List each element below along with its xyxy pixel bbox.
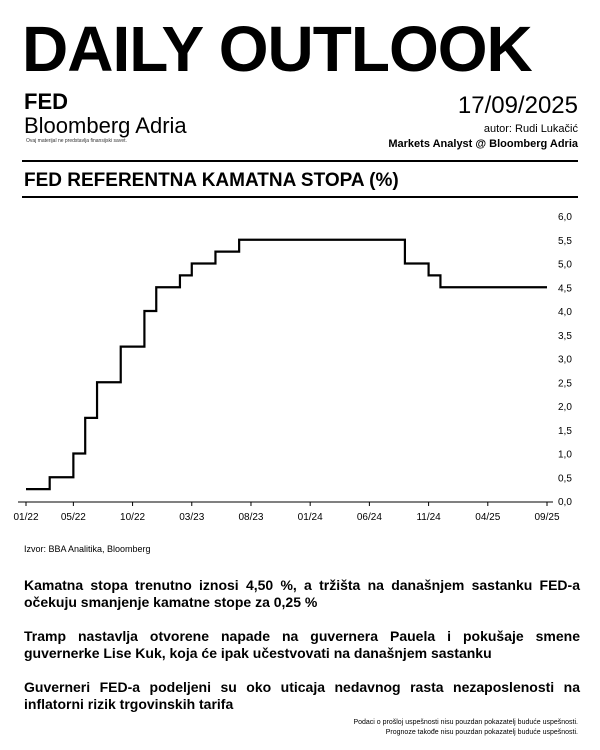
report-title: DAILY OUTLOOK [22, 13, 532, 85]
x-tick-label: 06/24 [356, 512, 382, 523]
x-tick-label: 01/24 [297, 512, 323, 523]
x-tick-label: 03/23 [179, 512, 205, 523]
footer-line: Prognoze takođe nisu pouzdan pokazatelj buduće uspešnosti. [385, 729, 578, 736]
x-tick-label: 04/25 [475, 512, 501, 523]
rate-chart [0, 200, 600, 530]
x-tick-label: 08/23 [238, 512, 264, 523]
author-line: autor: Rudi Lukačić [483, 123, 578, 135]
divider-chart [22, 196, 578, 198]
x-tick-label: 10/22 [120, 512, 146, 523]
y-tick-label: 2,5 [558, 378, 572, 390]
y-tick-label: 2,0 [558, 402, 572, 413]
y-tick-label: 3,5 [558, 330, 572, 342]
y-tick-label: 5,0 [558, 259, 572, 271]
divider-top [22, 160, 578, 162]
y-tick-label: 5,5 [558, 235, 572, 247]
y-tick-label: 0,5 [558, 473, 572, 485]
chart-title: FED REFERENTNA KAMATNA STOPA (%) [24, 170, 399, 191]
footer-line: Podaci o prošloj uspešnosti nisu pouzdan pokazatelj buduće uspešnosti. [353, 719, 578, 726]
topic-label: FED [24, 89, 68, 114]
author-role: Markets Analyst @ Bloomberg Adria [388, 138, 578, 150]
rate-step-line [26, 240, 547, 489]
bullet-item: Guverneri FED-a podeljeni su oko uticaja nedavnog rasta nezaposlenosti na inflatorni rizik trgovinskih tarifa [24, 679, 580, 712]
y-tick-label: 4,5 [558, 283, 572, 295]
report-date: 17/09/2025 [457, 92, 578, 119]
y-tick-label: 4,0 [558, 307, 572, 318]
disclaimer-text: Ovaj materijal ne predstavlja finansijski savet. [26, 138, 127, 144]
y-tick-label: 0,0 [558, 497, 572, 508]
x-tick-label: 11/24 [416, 512, 441, 523]
x-tick-label: 05/22 [60, 512, 86, 523]
x-tick-label: 01/22 [13, 512, 39, 523]
bullet-item: Tramp nastavlja otvorene napade na guvernera Pauela i pokušaje smene guvernerke Lise Kuk, koja će ipak učestvovati na današnjem sastanku [24, 628, 580, 661]
bullet-list [24, 577, 580, 730]
footer-disclaimer [353, 718, 578, 738]
source-note: Izvor: BBA Analitika, Bloomberg [24, 544, 151, 554]
x-tick-label: 09/25 [534, 512, 560, 523]
brand-name: Bloomberg Adria [24, 113, 187, 138]
y-tick-label: 1,5 [558, 425, 572, 437]
y-tick-label: 3,0 [558, 354, 572, 366]
y-tick-label: 1,0 [558, 449, 572, 461]
y-tick-label: 6,0 [558, 212, 572, 223]
bullet-item: Kamatna stopa trenutno iznosi 4,50 %, a tržišta na današnjem sastanku FED-a očekuju smanjenje kamatne stope za 0,25 % [24, 577, 580, 610]
